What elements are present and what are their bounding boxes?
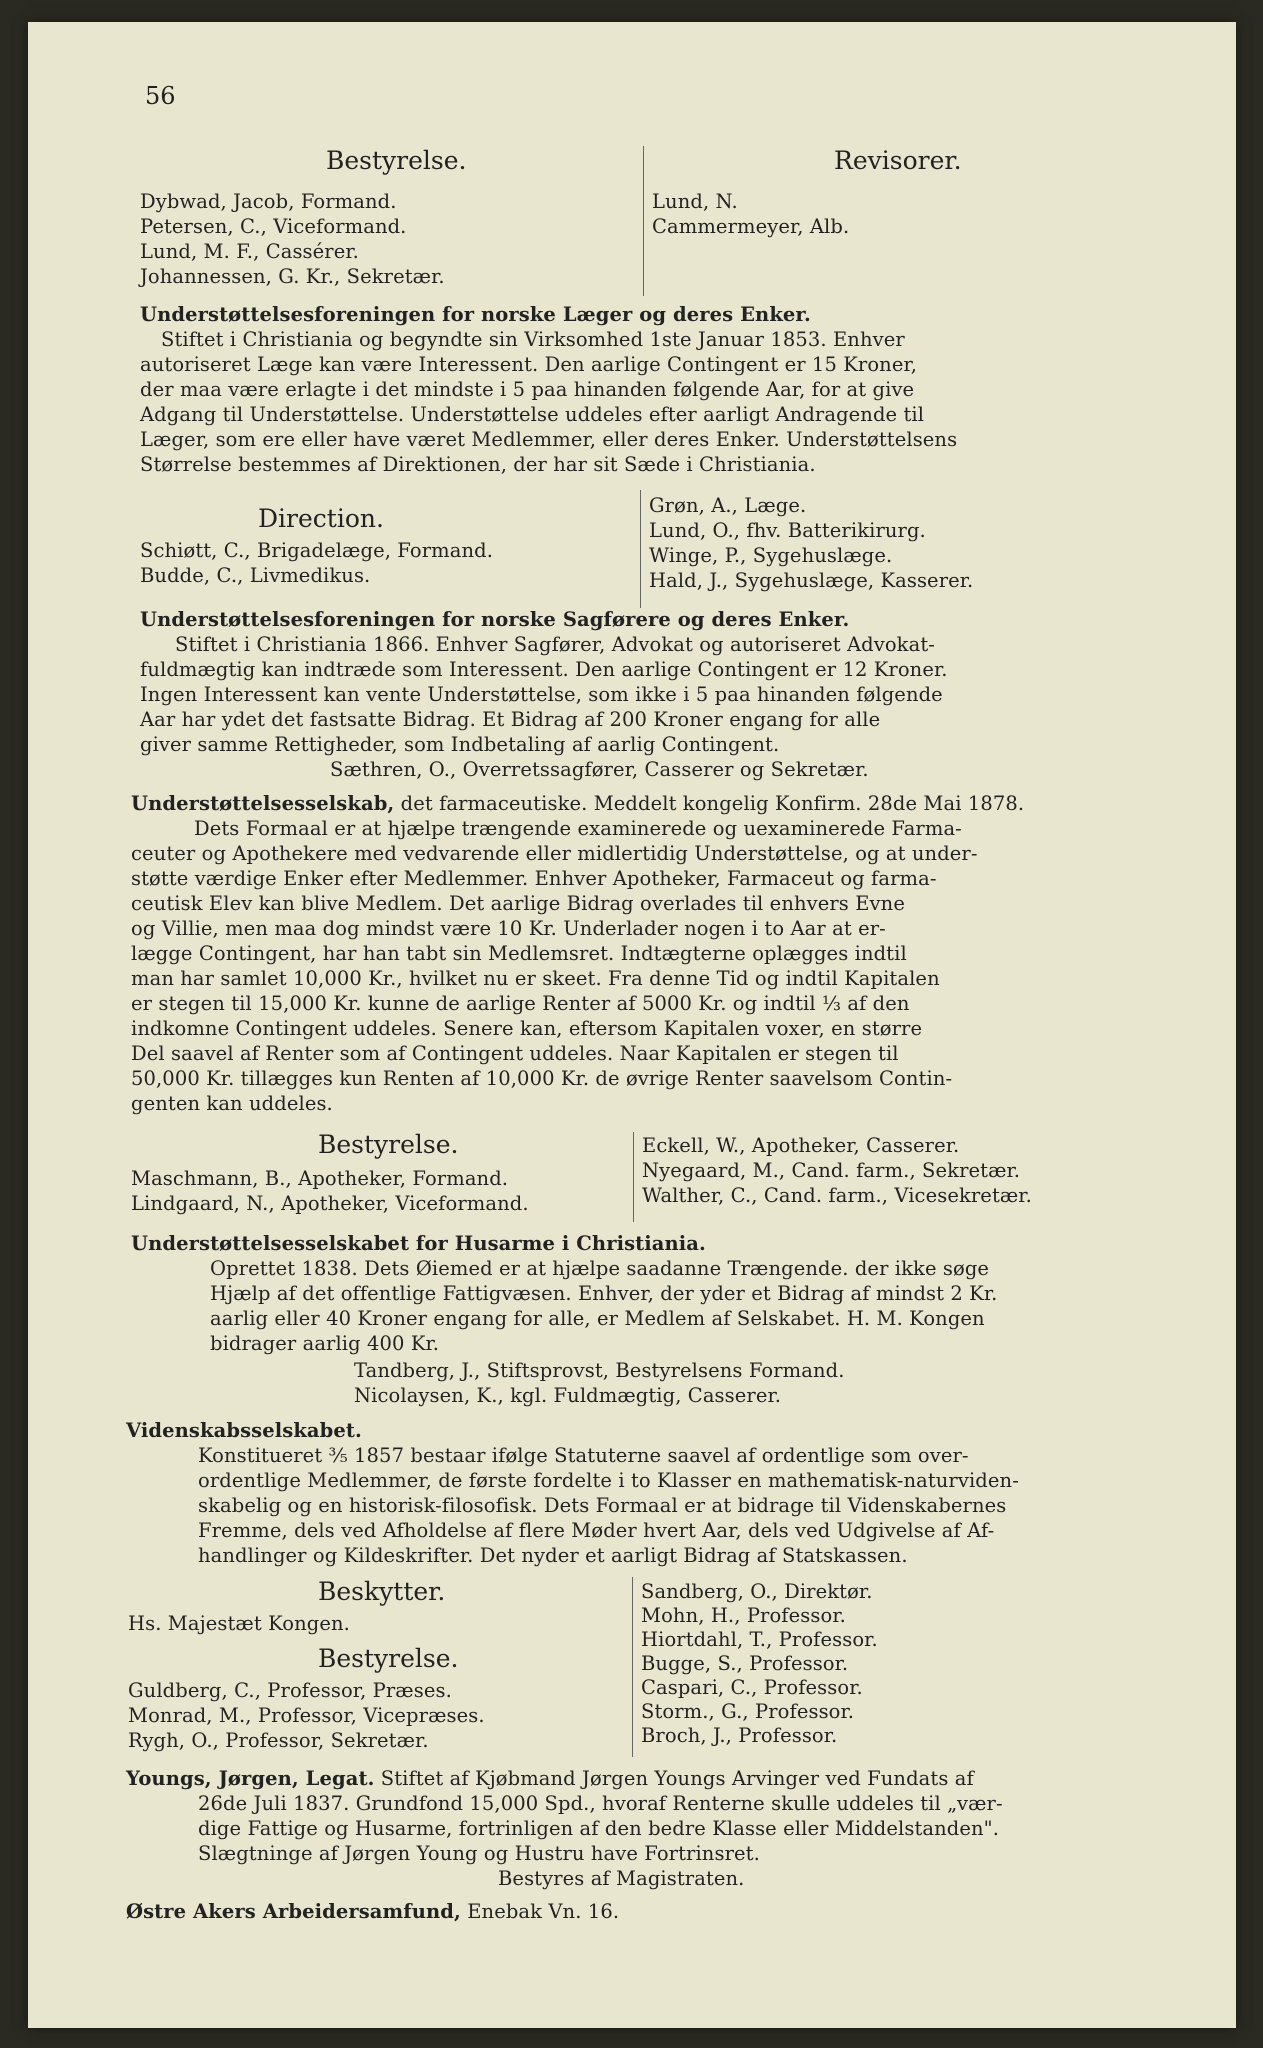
director: Budde, C., Livmedikus. (140, 564, 371, 587)
text-line: dige Fattige og Husarme, fortrinligen af den bedre Klasse eller Middelstanden". (198, 1817, 1000, 1840)
director: Lund, O., fhv. Batterikirurg. (649, 519, 926, 542)
text-line: ceuter og Apothekere med vedvarende eller midlertidig Understøttelse, og at under- (131, 842, 978, 865)
board-heading: Bestyrelse. (326, 146, 467, 175)
page-number: 56 (145, 82, 176, 110)
section-title: Østre Akers Arbeidersamfund, (126, 1900, 461, 1923)
text-line: man har samlet 10,000 Kr., hvilket nu er skeet. Fra denne Tid og indtil Kapitalen (131, 967, 940, 990)
board-member: Dybwad, Jacob, Formand. (140, 190, 397, 213)
text-line: der maa være erlagte i det mindste i 5 paa hinanden følgende Aar, for at give (140, 378, 915, 401)
text-line: giver samme Rettigheder, som Indbetaling af aarlig Contingent. (140, 733, 780, 756)
text-line: aarlig eller 40 Kroner engang for alle, er Medlem af Selskabet. H. M. Kongen (210, 1307, 985, 1330)
text-line: Aar har ydet det fastsatte Bidrag. Et Bidrag af 200 Kroner engang for alle (140, 708, 881, 731)
board-member: Walther, C., Cand. farm., Vicesekretær. (642, 1184, 1032, 1207)
section-title: Youngs, Jørgen, Legat. (126, 1767, 375, 1790)
column-divider (633, 1132, 634, 1222)
section-title: Understøttelsesforeningen for norske Læger og deres Enker. (140, 303, 811, 326)
text-line: Læger, som ere eller have været Medlemmer, eller deres Enker. Understøttelsens (140, 428, 958, 451)
board-member: Johannessen, G. Kr., Sekretær. (140, 265, 445, 288)
section-title: Understøttelsesselskab, (131, 792, 395, 815)
column-divider (640, 490, 641, 608)
text-line: bidrager aarlig 400 Kr. (210, 1332, 440, 1355)
auditor: Lund, N. (652, 190, 738, 213)
board-member: Petersen, C., Viceformand. (140, 215, 407, 238)
text-line: 50,000 Kr. tillægges kun Renten af 10,000 Kr. de øvrige Renter saavelsom Contin- (131, 1067, 953, 1090)
section-title: Understøttelsesforeningen for norske Sagførere og deres Enker. (140, 608, 850, 631)
section-title-rest: Stiftet af Kjøbmand Jørgen Youngs Arvinger ved Fundats af (374, 1767, 974, 1790)
board-member: Caspari, C., Professor. (641, 1676, 863, 1699)
text-line: Tandberg, J., Stiftsprovst, Bestyrelsens Formand. (354, 1359, 845, 1382)
board-member: Storm., G., Professor. (641, 1700, 855, 1723)
section-title-line (126, 1767, 974, 1790)
section-title-rest: det farmaceutiske. Meddelt kongelig Konfirm. 28de Mai 1878. (394, 792, 1025, 815)
text-line: Sæthren, O., Overretssagfører, Casserer og Sekretær. (330, 758, 869, 781)
protector: Hs. Majestæt Kongen. (128, 1612, 350, 1635)
section-title: Understøttelsesselskabet for Husarme i Christiania. (131, 1232, 706, 1255)
text-line: støtte værdige Enker efter Medlemmer. Enhver Apotheker, Farmaceut og farma- (131, 867, 937, 890)
board-member: Nyegaard, M., Cand. farm., Sekretær. (642, 1159, 1021, 1182)
board-member: Sandberg, O., Direktør. (641, 1580, 873, 1603)
director: Winge, P., Sygehuslæge. (649, 544, 893, 567)
text-line: Stiftet i Christiania 1866. Enhver Sagfører, Advokat og autoriseret Advokat- (175, 633, 935, 656)
text-line: Ingen Interessent kan vente Understøttelse, som ikke i 5 paa hinanden følgende (140, 683, 943, 706)
section-title-line (131, 792, 1024, 815)
text-line: er stegen til 15,000 Kr. kunne de aarlige Renter af 5000 Kr. og indtil ⅓ af den (131, 992, 910, 1015)
text-line: Bestyres af Magistraten. (498, 1867, 745, 1890)
text-line: Dets Formaal er at hjælpe trængende examinerede og uexaminerede Farma- (194, 817, 962, 840)
text-line: Hjælp af det offentlige Fattigvæsen. Enhver, der yder et Bidrag af mindst 2 Kr. (210, 1282, 998, 1305)
text-line: ordentlige Medlemmer, de første fordelte i to Klasser en mathematisk-naturviden- (198, 1469, 1019, 1492)
auditors-heading: Revisorer. (834, 146, 962, 175)
text-line: Stiftet i Christiania og begyndte sin Virksomhed 1ste Januar 1853. Enhver (161, 328, 905, 351)
section-title: Videnskabsselskabet. (126, 1419, 362, 1442)
text-line: Adgang til Understøttelse. Understøttelse uddeles efter aarligt Andragende til (140, 403, 925, 426)
director: Hald, J., Sygehuslæge, Kasserer. (649, 569, 974, 592)
director: Grøn, A., Læge. (649, 494, 807, 517)
board-member: Bugge, S., Professor. (641, 1652, 849, 1675)
text-line: Del saavel af Renter som af Contingent uddeles. Naar Kapitalen er stegen til (131, 1042, 899, 1065)
board-member: Broch, J., Professor. (641, 1724, 838, 1747)
text-line: Fremme, dels ved Afholdelse af flere Møder hvert Aar, dels ved Udgivelse af Af- (198, 1519, 995, 1542)
column-divider (632, 1577, 633, 1757)
text-line: indkomne Contingent uddeles. Senere kan, eftersom Kapitalen voxer, en større (131, 1017, 923, 1040)
auditor: Cammermeyer, Alb. (652, 215, 850, 238)
board-member: Maschmann, B., Apotheker, Formand. (131, 1167, 509, 1190)
section-title-line (126, 1900, 619, 1923)
text-line: fuldmægtig kan indtræde som Interessent. Den aarlige Contingent er 12 Kroner. (140, 658, 948, 681)
text-line: 26de Juli 1837. Grundfond 15,000 Spd., hvoraf Renterne skulle uddeles til „vær- (198, 1792, 1003, 1815)
text-line: og Villie, men maa dog mindst være 10 Kr. Underlader nogen i to Aar at er- (131, 917, 886, 940)
board-heading: Bestyrelse. (318, 1644, 459, 1673)
board-member: Eckell, W., Apotheker, Casserer. (642, 1134, 960, 1157)
director: Schiøtt, C., Brigadelæge, Formand. (140, 539, 493, 562)
page (28, 22, 1236, 2028)
text-line: lægge Contingent, har han tabt sin Medlemsret. Indtægterne oplægges indtil (131, 942, 907, 965)
board-member: Mohn, H., Professor. (641, 1604, 846, 1627)
direction-heading: Direction. (258, 504, 384, 533)
protector-heading: Beskytter. (318, 1577, 446, 1606)
board-member: Lund, M. F., Cassérer. (140, 240, 359, 263)
text-line: Nicolaysen, K., kgl. Fuldmægtig, Casserer. (354, 1384, 782, 1407)
text-line: skabelig og en historisk-filosofisk. Dets Formaal er at bidrage til Videnskabernes (198, 1494, 1007, 1517)
board-member: Guldberg, C., Professor, Præses. (128, 1679, 452, 1702)
text-line: Størrelse bestemmes af Direktionen, der har sit Sæde i Christiania. (140, 453, 816, 476)
text-line: handlinger og Kildeskrifter. Det nyder et aarligt Bidrag af Statskassen. (198, 1544, 908, 1567)
board-member: Hiortdahl, T., Professor. (641, 1628, 878, 1651)
text-line: Slægtninge af Jørgen Young og Hustru have Fortrinsret. (198, 1842, 760, 1865)
text-line: autoriseret Læge kan være Interessent. Den aarlige Contingent er 15 Kroner, (140, 353, 918, 376)
board-member: Rygh, O., Professor, Sekretær. (128, 1729, 429, 1752)
text-line: Oprettet 1838. Dets Øiemed er at hjælpe saadanne Trængende. der ikke søge (210, 1257, 990, 1280)
section-title-rest: Enebak Vn. 16. (460, 1900, 620, 1923)
board-member: Monrad, M., Professor, Vicepræses. (128, 1704, 485, 1727)
board-member: Lindgaard, N., Apotheker, Viceformand. (131, 1192, 529, 1215)
text-line: genten kan uddeles. (131, 1092, 333, 1115)
column-divider (643, 146, 644, 296)
text-line: ceutisk Elev kan blive Medlem. Det aarlige Bidrag overlades til enhvers Evne (131, 892, 905, 915)
board-heading: Bestyrelse. (318, 1130, 459, 1159)
text-line: Konstitueret ³⁄₅ 1857 bestaar ifølge Statuterne saavel af ordentlige som over- (198, 1444, 969, 1467)
